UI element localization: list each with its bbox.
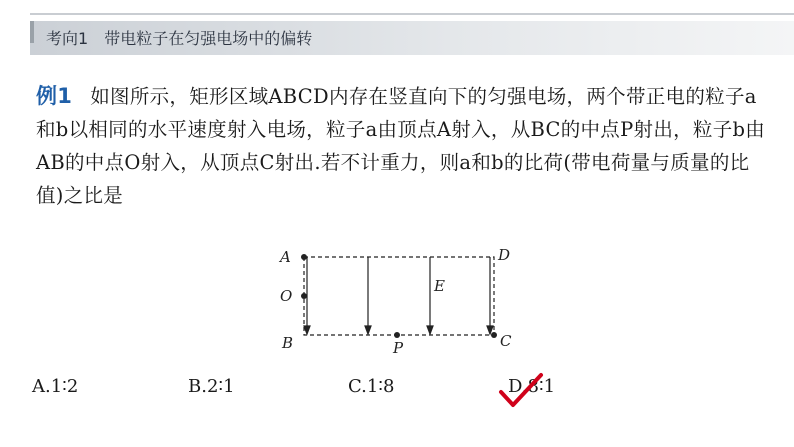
label-e: E [434, 277, 445, 295]
point-a-dot [301, 254, 307, 260]
label-d: D [498, 246, 511, 264]
question-label: 例1 [36, 84, 73, 108]
label-a: A [280, 248, 291, 266]
field-lines [304, 257, 493, 334]
label-o: O [280, 287, 293, 305]
label-b: B [282, 334, 294, 352]
option-c[interactable]: C.1∶8 [348, 376, 395, 397]
label-c: C [500, 332, 512, 350]
field-arrow-3 [427, 326, 433, 334]
field-arrow-2 [365, 326, 371, 334]
point-o-dot [301, 293, 307, 299]
rectangle-abcd [304, 257, 494, 335]
option-d[interactable]: D.8∶1 [508, 376, 556, 397]
point-p-dot [394, 332, 400, 338]
answer-options [32, 376, 772, 406]
electric-field-diagram [270, 240, 530, 362]
field-arrow-1 [304, 326, 310, 334]
question-text: 如图所示，矩形区域ABCD内存在竖直向下的匀强电场，两个带正电的粒子a和b以相同的水平速度射入电场，粒子a由顶点A射入，从BC的中点P射出，粒子b由AB的中点O射入，从顶点C射出.若不计重力，则a和b的比荷(带电荷量与质量的比值)之比是 [36, 85, 766, 207]
label-p: P [393, 339, 404, 357]
question-block [36, 80, 776, 212]
section-header [0, 0, 794, 55]
header-title [46, 26, 312, 49]
option-b[interactable]: B.2∶1 [188, 376, 235, 397]
topic-label: 考向1 [46, 29, 89, 48]
section-title: 带电粒子在匀强电场中的偏转 [104, 29, 313, 48]
header-tick [30, 21, 34, 43]
checkmark-icon [498, 372, 544, 410]
point-c-dot [491, 332, 497, 338]
option-a[interactable]: A.1∶2 [32, 376, 79, 397]
header-accent-line [30, 13, 794, 15]
